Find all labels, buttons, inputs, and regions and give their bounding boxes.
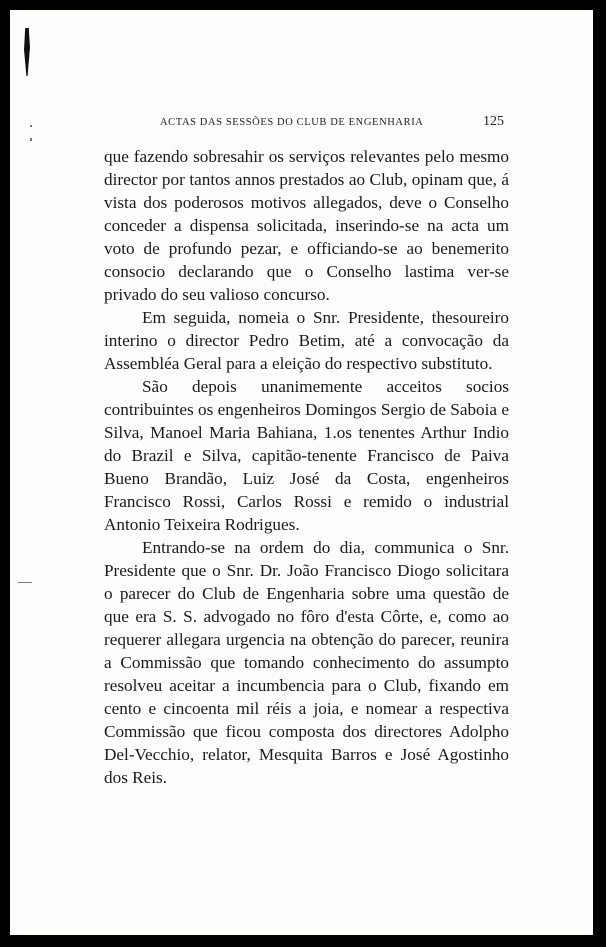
- book-page: [10, 10, 593, 935]
- margin-speck: [18, 582, 32, 583]
- binding-mark: [24, 28, 30, 76]
- page-number: 125: [483, 114, 504, 129]
- margin-speck: [30, 125, 32, 127]
- margin-speck: [30, 138, 32, 141]
- paragraph: Em seguida, nomeia o Snr. Presidente, thesoureiro interino o director Pedro Betim, até a convocação da Assembléa Geral para a eleição do respectivo substituto.: [104, 308, 509, 373]
- paragraph: São depois unanimemente acceitos socios contribuintes os engenheiros Domingos Sergio de Saboia e Silva, Manoel Maria Bahiana, 1.os tenentes Arthur Indio do Brazil e Silva, capitão-tenente Francisco de Paiva Bueno Brandão, Luiz José da Costa, engenheiros Francisco Rossi, Carlos Rossi e remido o industrial Antonio Teixeira Rodrigues.: [104, 377, 509, 534]
- body-text: [104, 145, 509, 789]
- paragraph: Entrando-se na ordem do dia, communica o Snr. Presidente que o Snr. Dr. João Francisco Diogo solicitara o parecer do Club de Engenharia sobre uma questão de que era S. S. advogado no fôro d'esta Côrte, e, como ao requerer allegara urgencia na obtenção do parecer, reunira a Commissão que tomando conhecimento do assumpto resolveu aceitar a incumbencia para o Club, fixando em cento e cincoenta mil réis a joia, e nomear a respectiva Commissão que ficou composta dos directores Adolpho Del-Vecchio, relator, Mesquita Barros e José Agostinho dos Reis.: [104, 538, 509, 787]
- paragraph: que fazendo sobresahir os serviços relevantes pelo mesmo director por tantos annos prestados ao Club, opinam que, á vista dos poderosos motivos allegados, deve o Conselho conceder a dispensa solicitada, inserindo-se na acta um voto de profundo pezar, e officiando-se ao benemerito consocio declarando que o Conselho lastima ver-se privado do seu valioso concurso.: [104, 147, 509, 304]
- running-head: ACTAS DAS SESSÕES DO CLUB DE ENGENHARIA: [160, 117, 424, 128]
